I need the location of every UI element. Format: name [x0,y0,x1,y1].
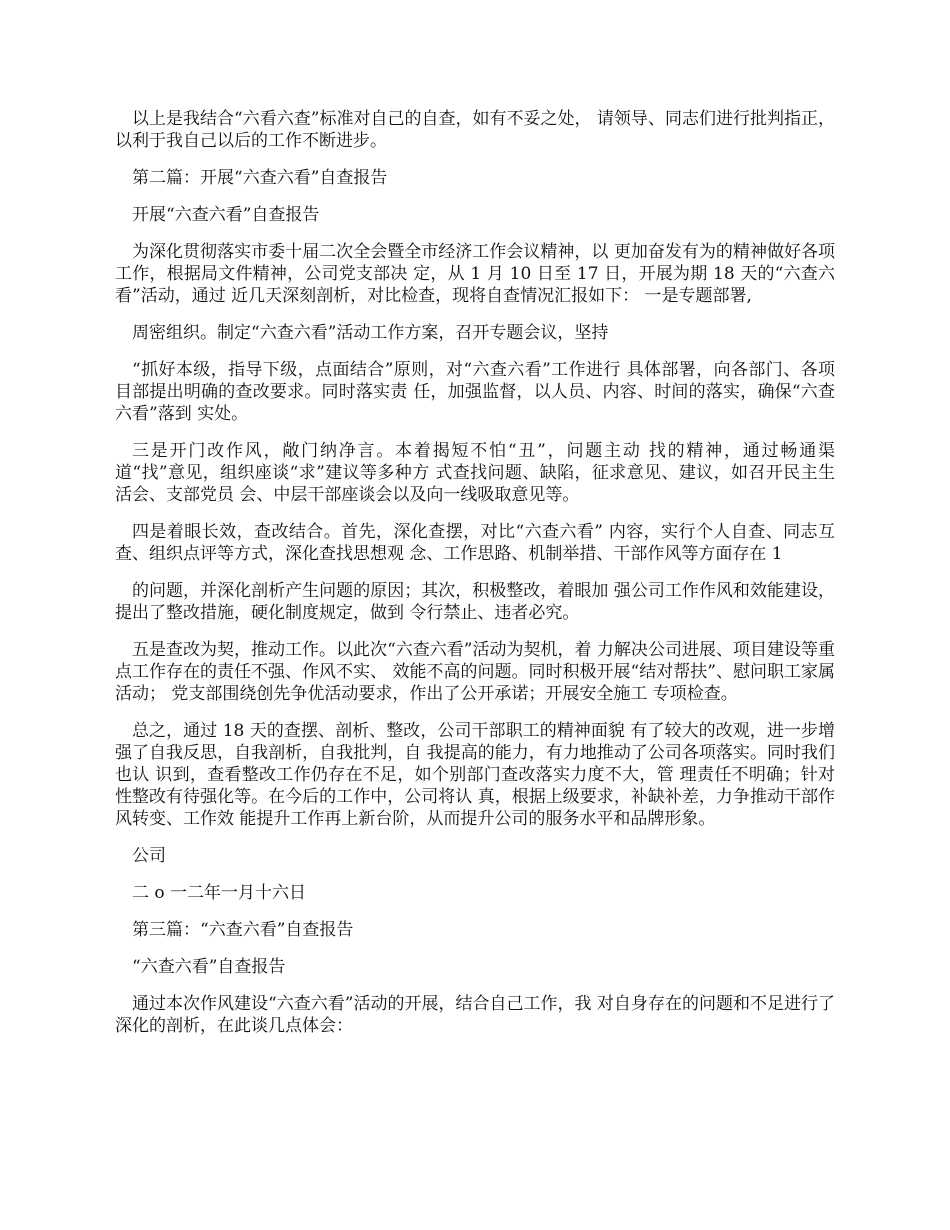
signature-company: 公司 [132,846,166,866]
paragraph-deployment: “抓好本级，指导下级，点面结合”原则，对“六查六看”工作进行 具体部署，向各部门、各项目部提出明确的查改要求。同时落实责 任，加强监督，以人员、内容、时间的落实，确保“六查六看”落到 实处。 [115,360,835,424]
paragraph-point-four: 四是着眼长效，查改结合。首先，深化查摆，对比“六查六看” 内容，实行个人自查、同志互查、组织点评等方式，深化查找思想观 念、工作思路、机制举措、干部作风等方面存在 1 [115,522,835,564]
paragraph-point-five: 五是查改为契，推动工作。以此次“六查六看”活动为契机，着 力解决公司进展、项目建设等重点工作存在的责任不强、作风不实、 效能不高的问题。同时积极开展“结对帮扶”、慰问职工家属活动； 党支部围绕创先争优活动要求，作出了公开承诺；开展安全施工 专项检查。 [115,640,835,704]
paragraph-organization: 周密组织。制定“六查六看”活动工作方案，召开专题会议，坚持 [132,323,609,343]
paragraph-problems: 的问题，并深化剖析产生问题的原因；其次，积极整改，着眼加 强公司工作作风和效能建设，提出了整改措施，硬化制度规定，做到 令行禁止、违者必究。 [115,581,835,623]
paragraph-part-three-intro: 通过本次作风建设“六查六看”活动的开展，结合自己工作，我 对自身存在的问题和不足进行了深化的剖析，在此谈几点体会： [115,994,835,1036]
paragraph-introduction: 为深化贯彻落实市委十届二次全会暨全市经济工作会议精神，以 更加奋发有为的精神做好各项工作，根据局文件精神，公司党支部决 定，从 1 月 10 日至 17 日，开展为期 18 天的“六查六看”活动，通过 近几天深刻剖析，对比检查，现将自查情况汇报如下： 一是专题部署, [115,242,835,306]
paragraph-point-three: 三是开门改作风，敞门纳净言。本着揭短不怕“丑”，问题主动 找的精神，通过畅通渠道“找”意见，组织座谈“求”建议等多种方 式查找问题、缺陷，征求意见、建议，如召开民主生活会、支部党员 会、中层干部座谈会以及向一线吸取意见等。 [115,441,835,505]
signature-date: 二 o 一二年一月十六日 [132,883,307,903]
section-heading-part-three: 第三篇：“六查六看”自查报告 [132,920,354,940]
report-title-part-two: 开展“六查六看”自查报告 [132,205,320,225]
paragraph-closing-remark: 以上是我结合“六看六查”标准对自己的自查，如有不妥之处， 请领导、同志们进行批判指正，以利于我自己以后的工作不断进步。 [115,109,835,151]
paragraph-summary: 总之，通过 18 天的查摆、剖析、整改，公司干部职工的精神面貌 有了较大的改观，进一步增强了自我反思，自我剖析，自我批判，自 我提高的能力，有力地推动了公司各项落实。同时我们也认 识到，查看整改工作仍存在不足，如个别部门查改落实力度不大，管 理责任不明确；针对性整改有待强化等。在今后的工作中，公司将认 真，根据上级要求，补缺补差，力争推动干部作风转变、工作效 能提升工作再上新台阶，从而提升公司的服务水平和品牌形象。 [115,721,835,829]
document-page [115,108,835,1052]
section-heading-part-two: 第二篇：开展“六查六看”自查报告 [132,168,388,188]
report-title-part-three: “六查六看”自查报告 [132,957,286,977]
